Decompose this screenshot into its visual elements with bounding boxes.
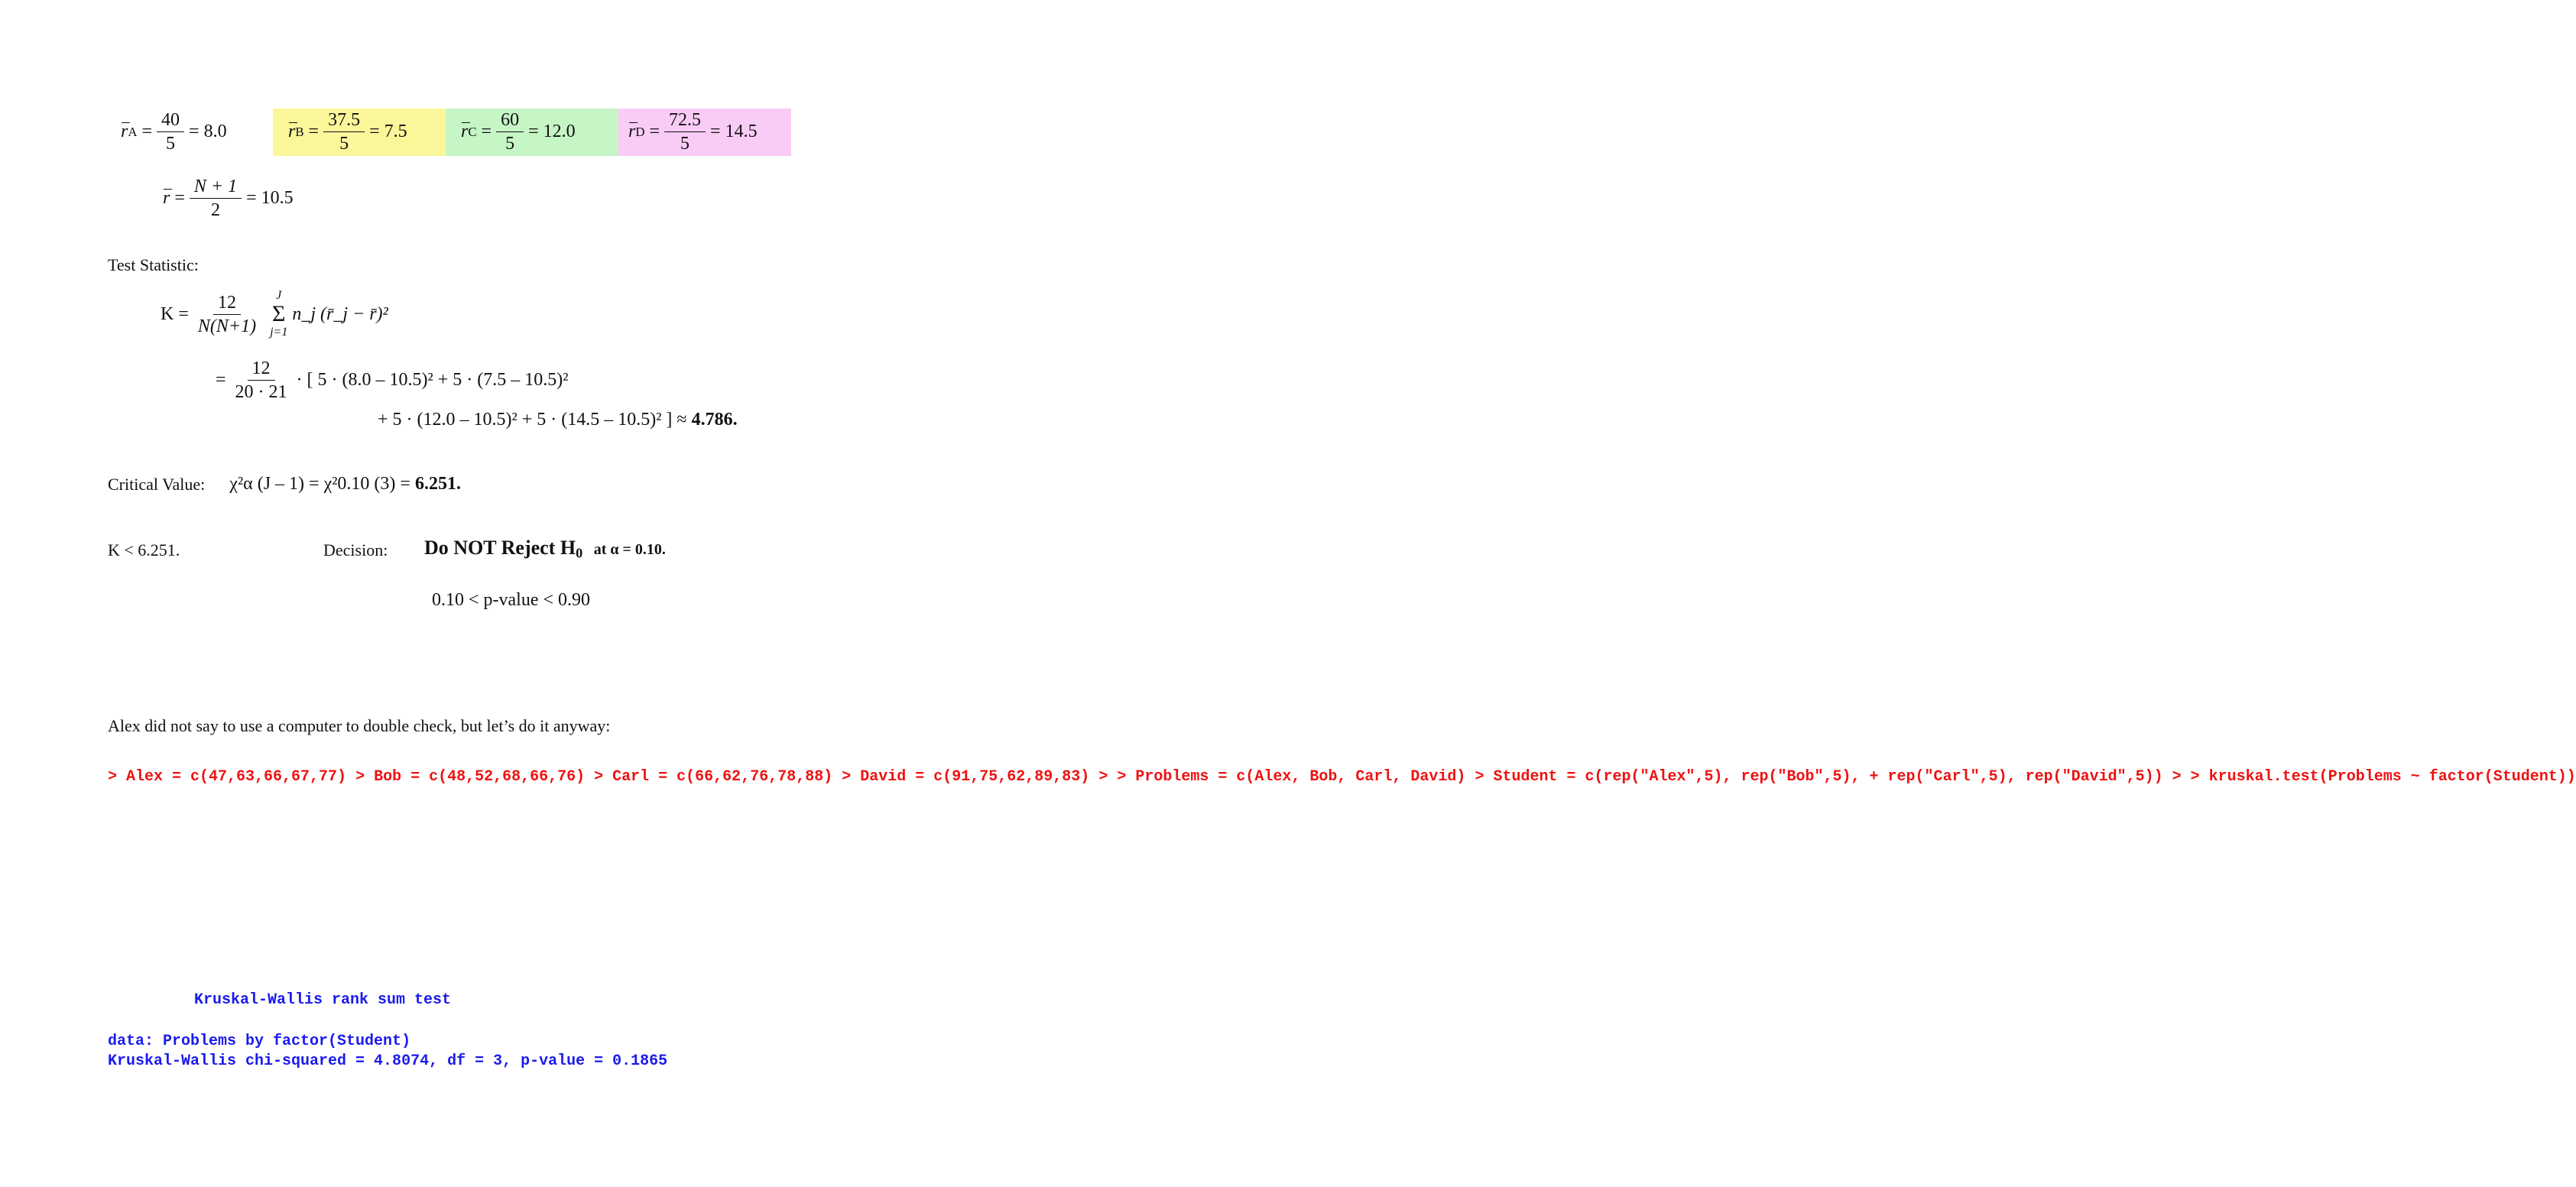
code-line: + rep("Carl",5), rep("David",5)) <box>1869 768 2163 786</box>
decision-main: Do NOT Reject H <box>424 537 576 559</box>
summation <box>270 289 287 339</box>
k-calc-terms-1: · [ 5 · (8.0 – 10.5)² + 5 · (7.5 – 10.5)² <box>296 370 569 390</box>
code-line: > Problems = c(Alex, Bob, Carl, David) <box>1117 768 1466 786</box>
sigma-icon: Σ <box>271 301 286 326</box>
code-line: > Bob = c(48,52,68,66,76) <box>355 768 586 786</box>
k-calc-den: 20 · 21 <box>235 382 287 402</box>
mean-c-den: 5 <box>505 134 515 154</box>
k-lhs: K <box>161 303 174 324</box>
code-line: > <box>1098 768 1108 786</box>
k-formula-num: 12 <box>213 294 241 315</box>
decision-label: Decision: <box>323 540 388 559</box>
sum-bottom: j=1 <box>270 326 288 339</box>
mean-b-equation: r B = $\frac{37.5}{5}$ = 7.5 <box>288 110 407 154</box>
mean-c-sub: C <box>468 124 477 139</box>
code-line: > Student = c(rep("Alex",5), rep("Bob",5), <box>1475 768 1861 786</box>
mean-a-den: 5 <box>166 134 176 154</box>
mean-a-symbol: r <box>121 122 128 141</box>
sum-top: J <box>276 289 282 302</box>
mean-c-result: 12.0 <box>543 122 576 141</box>
overall-mean-result: 10.5 <box>261 188 294 208</box>
decision-text <box>424 537 666 562</box>
mean-b-num: 37.5 <box>323 111 365 132</box>
mean-b-symbol: r <box>288 122 296 141</box>
k-formula-den: N(N+1) <box>197 316 257 336</box>
overall-mean-equation: r = $\frac{N + 1}{2}$ = 10.5 <box>163 177 294 220</box>
code-line: > Carl = c(66,62,76,78,88) <box>594 768 833 786</box>
mean-a-equation: r A = $\frac{40}{5}$ = 8.0 <box>121 110 227 154</box>
k-calc-terms-2: + 5 · (12.0 – 10.5)² + 5 · (14.5 – 10.5)² ] <box>378 410 673 430</box>
critical-value-label: Critical Value: <box>108 474 206 494</box>
mean-d-num: 72.5 <box>664 111 706 132</box>
code-line: > David = c(91,75,62,89,83) <box>842 768 1090 786</box>
k-calc-num: 12 <box>248 359 275 381</box>
output-result-line: Kruskal-Wallis chi-squared = 4.8074, df = 3, p-value = 0.1865 <box>108 1052 668 1070</box>
approx-symbol: ≈ <box>676 410 687 430</box>
mean-a-result: 8.0 <box>203 122 227 141</box>
output-data-line: data: Problems by factor(Student) <box>108 1033 411 1050</box>
mean-a-num: 40 <box>157 111 184 132</box>
mean-c-num: 60 <box>496 111 524 132</box>
k-calc-line1: = $\frac{12}{20 \cdot 21}$ · [ 5 · (8.0 – 10.5)² + 5 · (7.5 – 10.5)² <box>216 358 569 402</box>
code-line: > Alex = c(47,63,66,67,77) <box>108 768 347 786</box>
overall-mean-num: N + 1 <box>190 177 242 199</box>
code-line: > <box>2172 768 2182 786</box>
mean-d-symbol: r <box>628 122 636 141</box>
mean-c-equation: r C = $\frac{60}{5}$ = 12.0 <box>461 110 576 154</box>
mean-d-sub: D <box>635 124 645 139</box>
decision-tail: at α = 0.10. <box>593 541 666 558</box>
k-formula-body: n_j (r̄_j − r̄)² <box>292 303 388 324</box>
r-code-block <box>108 767 2576 788</box>
mean-b-den: 5 <box>339 134 349 154</box>
mean-c-symbol: r <box>461 122 469 141</box>
critical-value-row <box>108 474 461 495</box>
code-line: > kruskal.test(Problems ~ factor(Student)) <box>2190 768 2576 786</box>
k-result: 4.786. <box>691 410 738 430</box>
pvalue-range: 0.10 < p-value < 0.90 <box>432 590 591 610</box>
overall-mean-den: 2 <box>210 200 220 220</box>
intro-text: Alex did not say to use a computer to double check, but let’s do it anyway: <box>108 716 611 735</box>
mean-d-equation: r D = $\frac{72.5}{5}$ = 14.5 <box>628 110 758 154</box>
critical-value-expr: χ²α (J – 1) = χ²0.10 (3) = <box>229 474 410 494</box>
mean-d-result: 14.5 <box>725 122 758 141</box>
decision-sub: 0 <box>576 545 583 561</box>
k-formula: K = $\frac{12}{N(N+1)}$ J Σ j=1 n_j (r̄_j − r̄)² <box>161 289 388 339</box>
mean-d-den: 5 <box>680 134 690 154</box>
mean-b-sub: B <box>295 124 304 139</box>
mean-b-result: 7.5 <box>384 122 407 141</box>
mean-a-sub: A <box>128 124 138 139</box>
overall-mean-symbol: r <box>163 188 170 208</box>
test-statistic-heading: Test Statistic: <box>108 255 199 274</box>
k-calc-line2 <box>378 410 738 430</box>
k-comparison: K < 6.251. <box>108 540 180 559</box>
critical-value: 6.251. <box>414 474 461 494</box>
output-title: Kruskal-Wallis rank sum test <box>194 991 452 1009</box>
